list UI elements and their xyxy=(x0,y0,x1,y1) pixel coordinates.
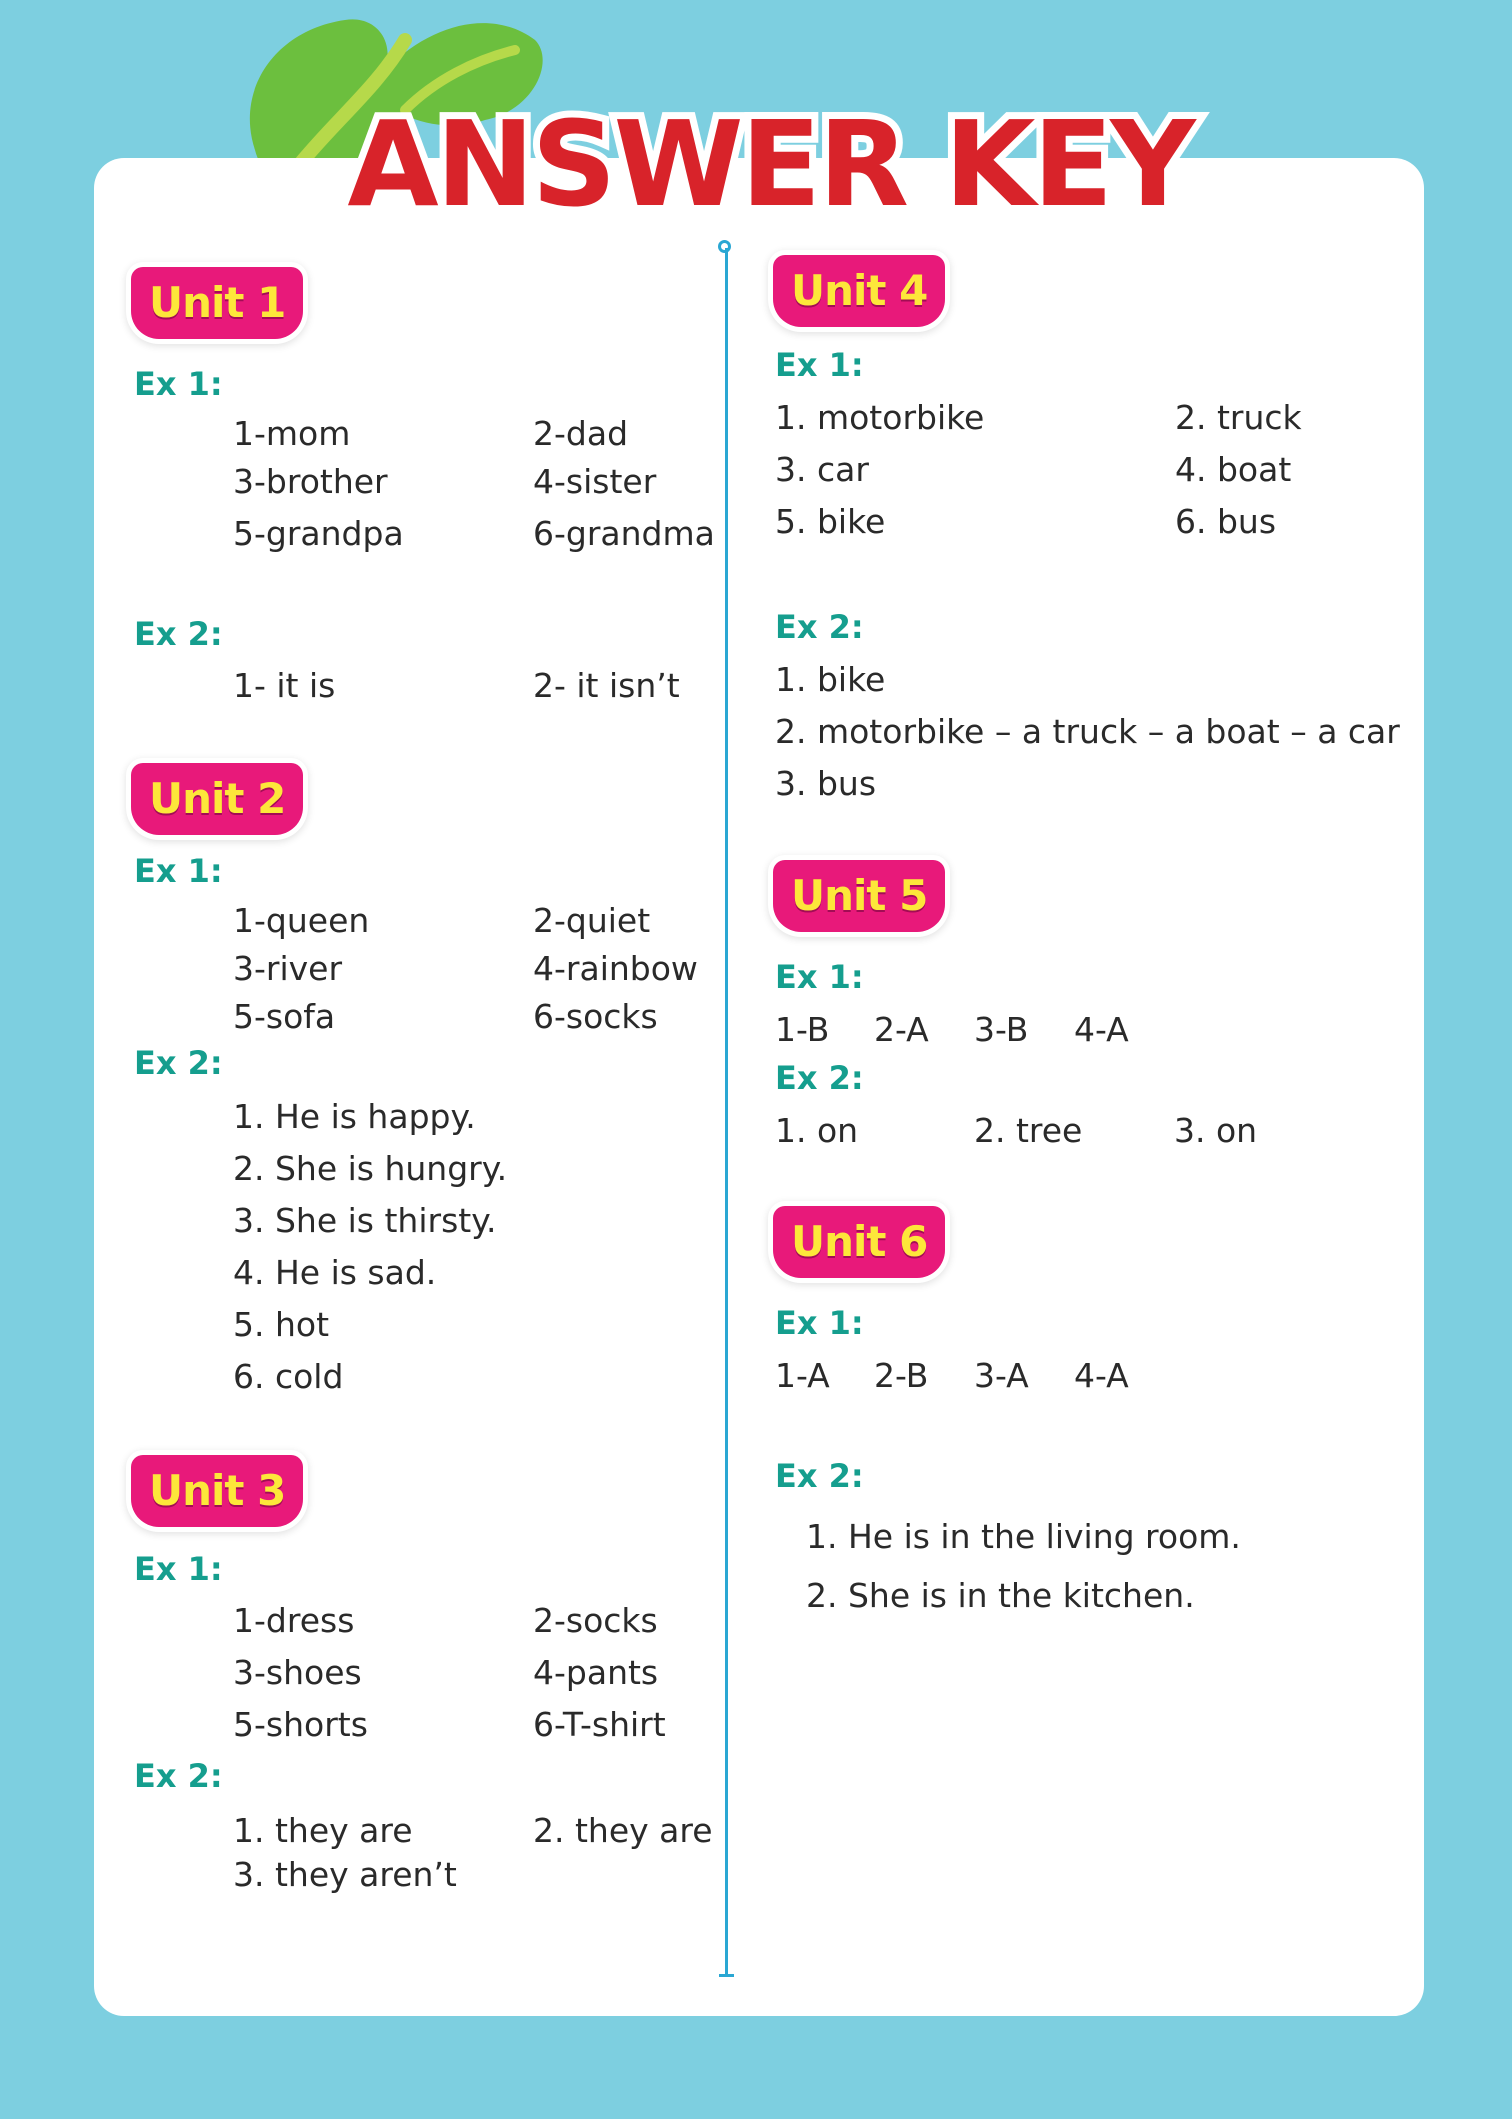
unit-2-ex2-label: Ex 2: xyxy=(134,1044,223,1082)
unit-2-badge: Unit 2 xyxy=(131,763,303,835)
unit-2-ex2-item: 1. He is happy. xyxy=(233,1097,476,1136)
unit-2-ex2-item: 3. She is thirsty. xyxy=(233,1201,497,1240)
unit-5-ex1-item: 2-A xyxy=(874,1010,929,1049)
unit-3-ex1-item: 2-socks xyxy=(533,1601,658,1640)
unit-5-ex2-item: 3. on xyxy=(1174,1111,1258,1150)
unit-1-ex2-item: 1- it is xyxy=(233,666,336,705)
unit-5-ex1-item: 3-B xyxy=(974,1010,1029,1049)
unit-2-ex1-item: 2-quiet xyxy=(533,901,651,940)
unit-3-ex2-label: Ex 2: xyxy=(134,1757,223,1795)
unit-4-ex1-item: 5. bike xyxy=(775,502,886,541)
unit-4-ex1-item: 2. truck xyxy=(1175,398,1302,437)
unit-4-ex1-item: 6. bus xyxy=(1175,502,1277,541)
unit-2-ex1-item: 5-sofa xyxy=(233,997,336,1036)
unit-1-ex1-item: 3-brother xyxy=(233,462,388,501)
unit-5-ex1-item: 4-A xyxy=(1074,1010,1129,1049)
unit-3-ex1-item: 5-shorts xyxy=(233,1705,368,1744)
unit-3-ex1-label: Ex 1: xyxy=(134,1550,223,1588)
unit-6-ex2-item: 2. She is in the kitchen. xyxy=(806,1576,1195,1615)
unit-1-ex2-item: 2- it isn’t xyxy=(533,666,680,705)
unit-3-badge: Unit 3 xyxy=(131,1455,303,1527)
unit-1-ex1-item: 6-grandma xyxy=(533,514,715,553)
unit-3-ex1-item: 1-dress xyxy=(233,1601,355,1640)
unit-1-ex1-item: 5-grandpa xyxy=(233,514,404,553)
unit-6-ex1-label: Ex 1: xyxy=(775,1304,864,1342)
unit-5-ex2-item: 2. tree xyxy=(974,1111,1083,1150)
unit-5-ex2-item: 1. on xyxy=(775,1111,859,1150)
unit-1-badge: Unit 1 xyxy=(131,267,303,339)
unit-2-ex2-item: 6. cold xyxy=(233,1357,344,1396)
unit-5-ex2-label: Ex 2: xyxy=(775,1059,864,1097)
unit-3-ex2-item: 3. they aren’t xyxy=(233,1855,457,1894)
unit-2-ex1-item: 6-socks xyxy=(533,997,658,1036)
unit-2-ex1-item: 1-queen xyxy=(233,901,370,940)
unit-5-ex1-label: Ex 1: xyxy=(775,958,864,996)
unit-4-badge: Unit 4 xyxy=(773,255,945,327)
unit-4-ex1-label: Ex 1: xyxy=(775,346,864,384)
unit-6-ex2-item: 1. He is in the living room. xyxy=(806,1517,1241,1556)
unit-1-ex1-item: 2-dad xyxy=(533,414,629,453)
unit-2-ex2-item: 2. She is hungry. xyxy=(233,1149,508,1188)
unit-6-ex1-item: 1-A xyxy=(775,1356,830,1395)
unit-2-ex1-item: 4-rainbow xyxy=(533,949,698,988)
unit-1-ex1-item: 4-sister xyxy=(533,462,657,501)
unit-5-ex1-item: 1-B xyxy=(775,1010,830,1049)
unit-5-badge: Unit 5 xyxy=(773,860,945,932)
unit-1-ex1-item: 1-mom xyxy=(233,414,351,453)
unit-2-ex1-label: Ex 1: xyxy=(134,852,223,890)
unit-3-ex2-item: 1. they are xyxy=(233,1811,413,1850)
unit-3-ex1-item: 3-shoes xyxy=(233,1653,362,1692)
unit-4-ex2-label: Ex 2: xyxy=(775,608,864,646)
unit-2-ex2-item: 5. hot xyxy=(233,1305,330,1344)
unit-3-ex2-item: 2. they are xyxy=(533,1811,713,1850)
unit-4-ex1-item: 3. car xyxy=(775,450,869,489)
unit-2-ex1-item: 3-river xyxy=(233,949,343,988)
page-title-text: ANSWER KEY xyxy=(347,95,1193,233)
unit-4-ex2-item: 3. bus xyxy=(775,764,877,803)
unit-6-ex1-item: 2-B xyxy=(874,1356,929,1395)
unit-4-ex1-item: 4. boat xyxy=(1175,450,1292,489)
unit-4-ex1-item: 1. motorbike xyxy=(775,398,985,437)
page-title xyxy=(347,95,1193,235)
unit-1-ex2-label: Ex 2: xyxy=(134,615,223,653)
column-divider xyxy=(725,248,728,1976)
unit-6-ex1-item: 3-A xyxy=(974,1356,1029,1395)
unit-6-ex2-label: Ex 2: xyxy=(775,1457,864,1495)
unit-2-ex2-item: 4. He is sad. xyxy=(233,1253,437,1292)
divider-bottom-cap xyxy=(719,1974,734,1977)
unit-3-ex1-item: 6-T-shirt xyxy=(533,1705,666,1744)
unit-6-ex1-item: 4-A xyxy=(1074,1356,1129,1395)
unit-3-ex1-item: 4-pants xyxy=(533,1653,659,1692)
unit-1-ex1-label: Ex 1: xyxy=(134,365,223,403)
unit-4-ex2-item: 1. bike xyxy=(775,660,886,699)
unit-6-badge: Unit 6 xyxy=(773,1206,945,1278)
unit-4-ex2-item: 2. motorbike – a truck – a boat – a car xyxy=(775,712,1400,751)
